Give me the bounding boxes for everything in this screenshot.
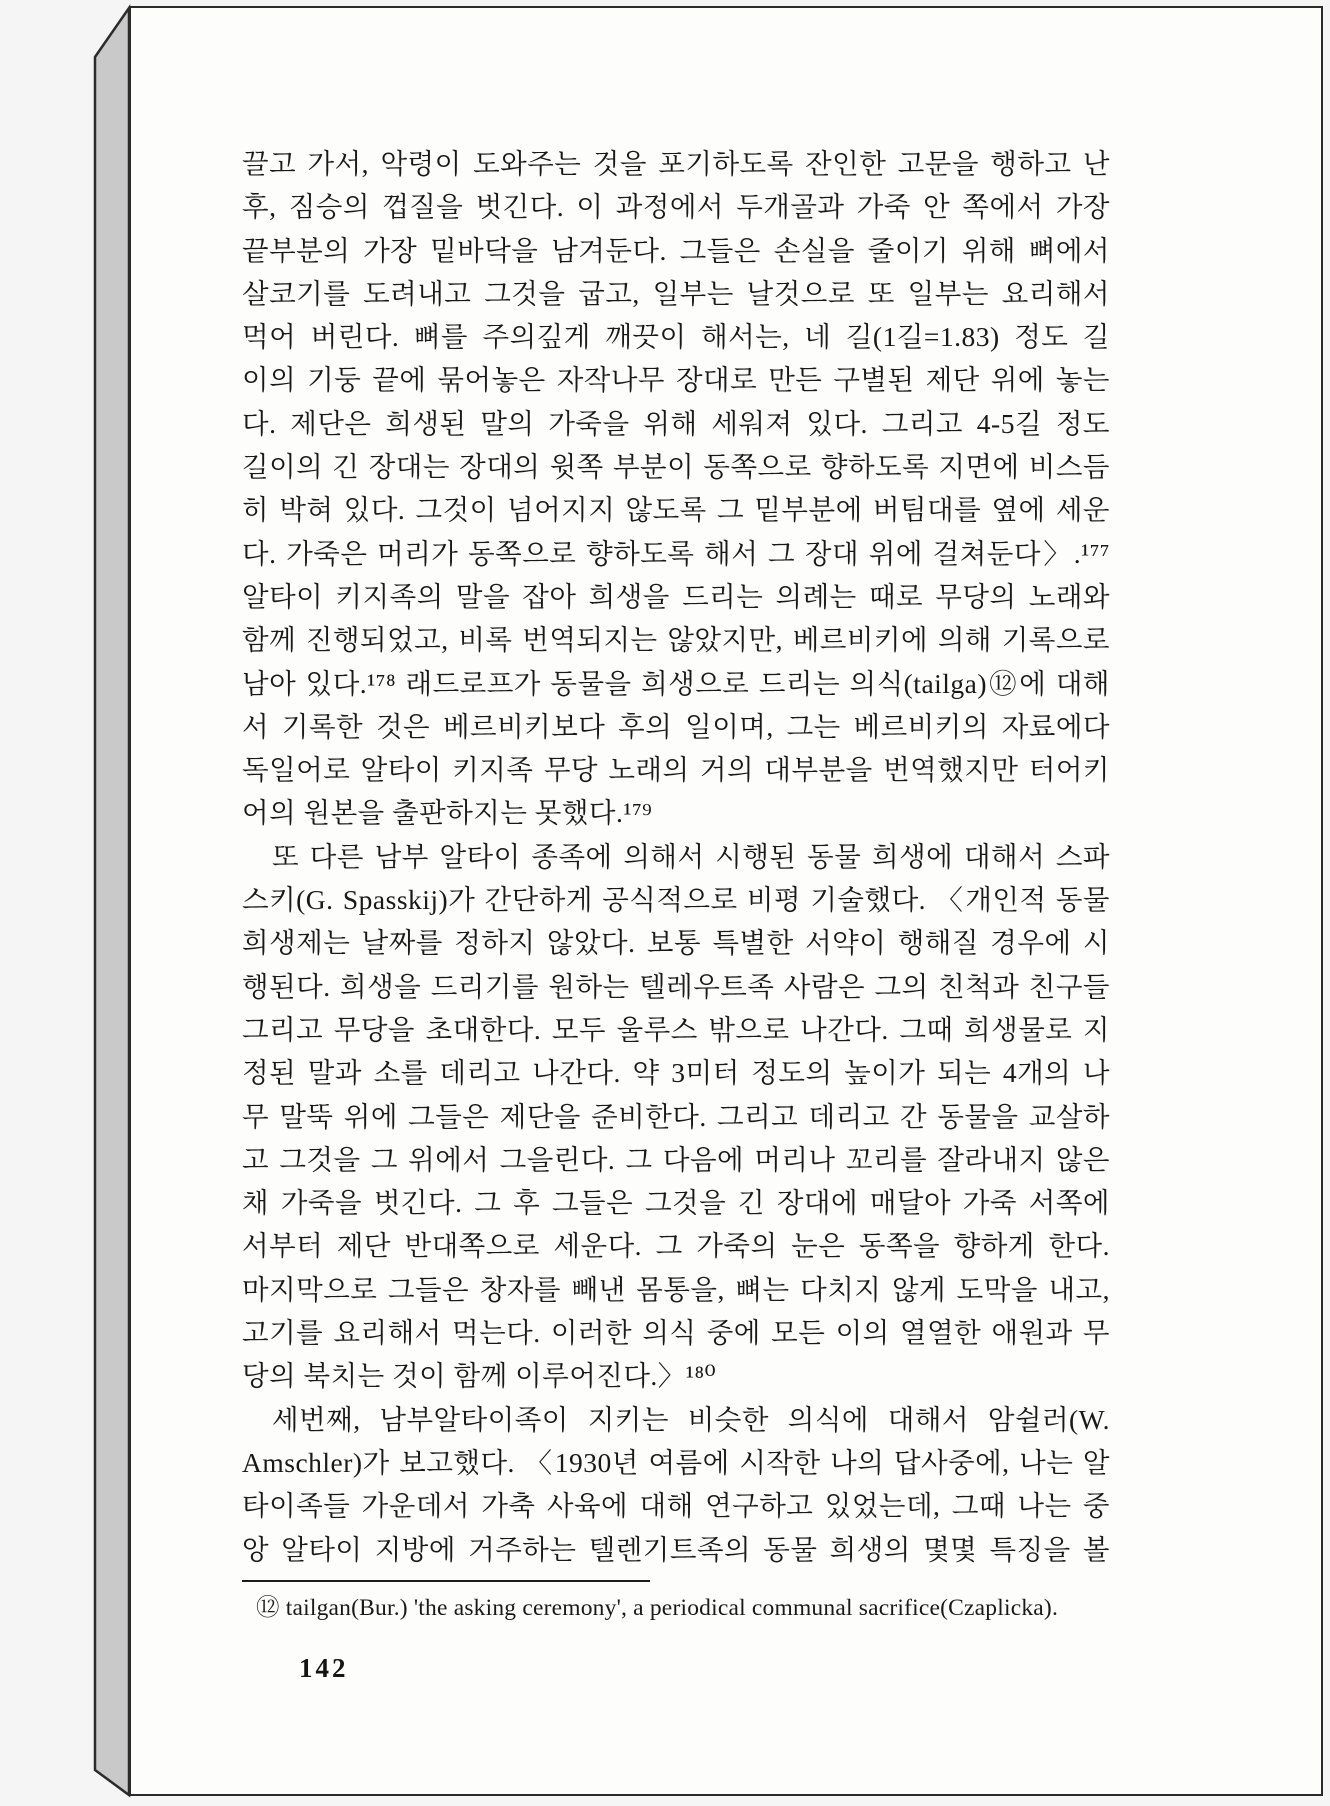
text-line: Amschler)가 보고했다. 〈1930년 여름에 시작한 나의 답사중에, 나는 알 — [242, 1446, 1110, 1478]
text-line: 고기를 요리해서 먹는다. 이러한 의식 중에 모든 이의 열열한 애원과 무 — [242, 1317, 1110, 1349]
text-line: 그리고 무당을 초대한다. 모두 울루스 밖으로 나간다. 그때 희생물로 지 — [242, 1013, 1110, 1045]
text-line: 알타이 키지족의 말을 잡아 희생을 드리는 의례는 때로 무당의 노래와 — [242, 580, 1110, 612]
text-line: 독일어로 알타이 키지족 무당 노래의 거의 대부분을 번역했지만 터어키 — [242, 754, 1110, 786]
footnote-separator — [242, 1580, 650, 1582]
page-number: 142 — [299, 1653, 349, 1683]
text-line: 먹어 버린다. 뼈를 주의깊게 깨끗이 해서는, 네 길(1길=1.83) 정도 길 — [242, 321, 1110, 353]
footnote — [242, 1580, 1142, 1622]
text-line: 당의 북치는 것이 함께 이루어진다.〉¹⁸⁰ — [242, 1360, 717, 1392]
text-line: 서 기록한 것은 베르비키보다 후의 일이며, 그는 베르비키의 자료에다 — [242, 710, 1110, 742]
paragraph — [242, 142, 1110, 835]
text-line: 스키(G. Spasskij)가 간단하게 공식적으로 비평 기술했다. 〈개인적 동물 — [242, 884, 1110, 916]
text-line: 다. 가죽은 머리가 동쪽으로 향하도록 해서 그 장대 위에 걸쳐둔다〉.¹⁷⁷ — [242, 537, 1110, 569]
text-line: 고 그것을 그 위에서 그을린다. 그 다음에 머리나 꼬리를 잘라내지 않은 — [242, 1143, 1110, 1175]
text-line: 행된다. 희생을 드리기를 원하는 텔레우트족 사람은 그의 친척과 친구들 — [242, 970, 1110, 1002]
paragraph — [242, 1398, 1110, 1571]
text-line: 후, 짐승의 껍질을 벗긴다. 이 과정에서 두개골과 가죽 안 쪽에서 가장 — [242, 191, 1110, 223]
text-line: 채 가죽을 벗긴다. 그 후 그들은 그것을 긴 장대에 매달아 가죽 서쪽에 — [242, 1187, 1110, 1219]
book-spine-edge — [95, 8, 129, 1795]
text-line: 무 말뚝 위에 그들은 제단을 준비한다. 그리고 데리고 간 동물을 교살하 — [242, 1100, 1110, 1132]
text-line: 희생제는 날짜를 정하지 않았다. 보통 특별한 서약이 행해질 경우에 시 — [242, 927, 1110, 959]
text-line: 히 박혀 있다. 그것이 넘어지지 않도록 그 밑부분에 버팀대를 옆에 세운 — [242, 494, 1110, 526]
text-line: 함께 진행되었고, 비록 번역되지는 않았지만, 베르비키에 의해 기록으로 — [242, 624, 1110, 656]
text-line: 타이족들 가운데서 가축 사육에 대해 연구하고 있었는데, 그때 나는 중 — [242, 1490, 1110, 1522]
text-line: 이의 기둥 끝에 묶어놓은 자작나무 장대로 만든 구별된 제단 위에 놓는 — [242, 364, 1110, 396]
text-line: 살코기를 도려내고 그것을 굽고, 일부는 날것으로 또 일부는 요리해서 — [242, 277, 1110, 309]
text-line: 세번째, 남부알타이족이 지키는 비슷한 의식에 대해서 암쉴러(W. — [272, 1403, 1110, 1435]
body-text — [242, 142, 1110, 1571]
text-line: 정된 말과 소를 데리고 나간다. 약 3미터 정도의 높이가 되는 4개의 나 — [242, 1057, 1110, 1089]
text-line: 길이의 긴 장대는 장대의 윗쪽 부분이 동쪽으로 향하도록 지면에 비스듬 — [242, 451, 1110, 483]
scanned-book-page — [129, 6, 1323, 1796]
text-line: 앙 알타이 지방에 거주하는 텔렌기트족의 동물 희생의 몇몇 특징을 볼 — [242, 1533, 1110, 1565]
text-line: 서부터 제단 반대쪽으로 세운다. 그 가죽의 눈은 동쪽을 향하게 한다. — [242, 1230, 1110, 1262]
text-line: 다. 제단은 희생된 말의 가죽을 위해 세워져 있다. 그리고 4-5길 정도 — [242, 407, 1110, 439]
text-line: 남아 있다.¹⁷⁸ 래드로프가 동물을 희생으로 드리는 의식(tailga)⑫에 대해 — [242, 667, 1110, 699]
text-line: 또 다른 남부 알타이 종족에 의해서 시행된 동물 희생에 대해서 스파 — [272, 840, 1110, 872]
footnote-text: ⑫ tailgan(Bur.) 'the asking ceremony', a periodical communal sacrifice(Czaplicka). — [256, 1595, 1059, 1621]
paragraph — [242, 835, 1110, 1398]
text-line: 마지막으로 그들은 창자를 빼낸 몸통을, 뼈는 다치지 않게 도막을 내고, — [242, 1273, 1110, 1305]
text-line: 끌고 가서, 악령이 도와주는 것을 포기하도록 잔인한 고문을 행하고 난 — [242, 148, 1110, 179]
text-line: 끝부분의 가장 밑바닥을 남겨둔다. 그들은 손실을 줄이기 위해 뼈에서 — [242, 234, 1110, 266]
text-line: 어의 원본을 출판하지는 못했다.¹⁷⁹ — [242, 797, 653, 829]
